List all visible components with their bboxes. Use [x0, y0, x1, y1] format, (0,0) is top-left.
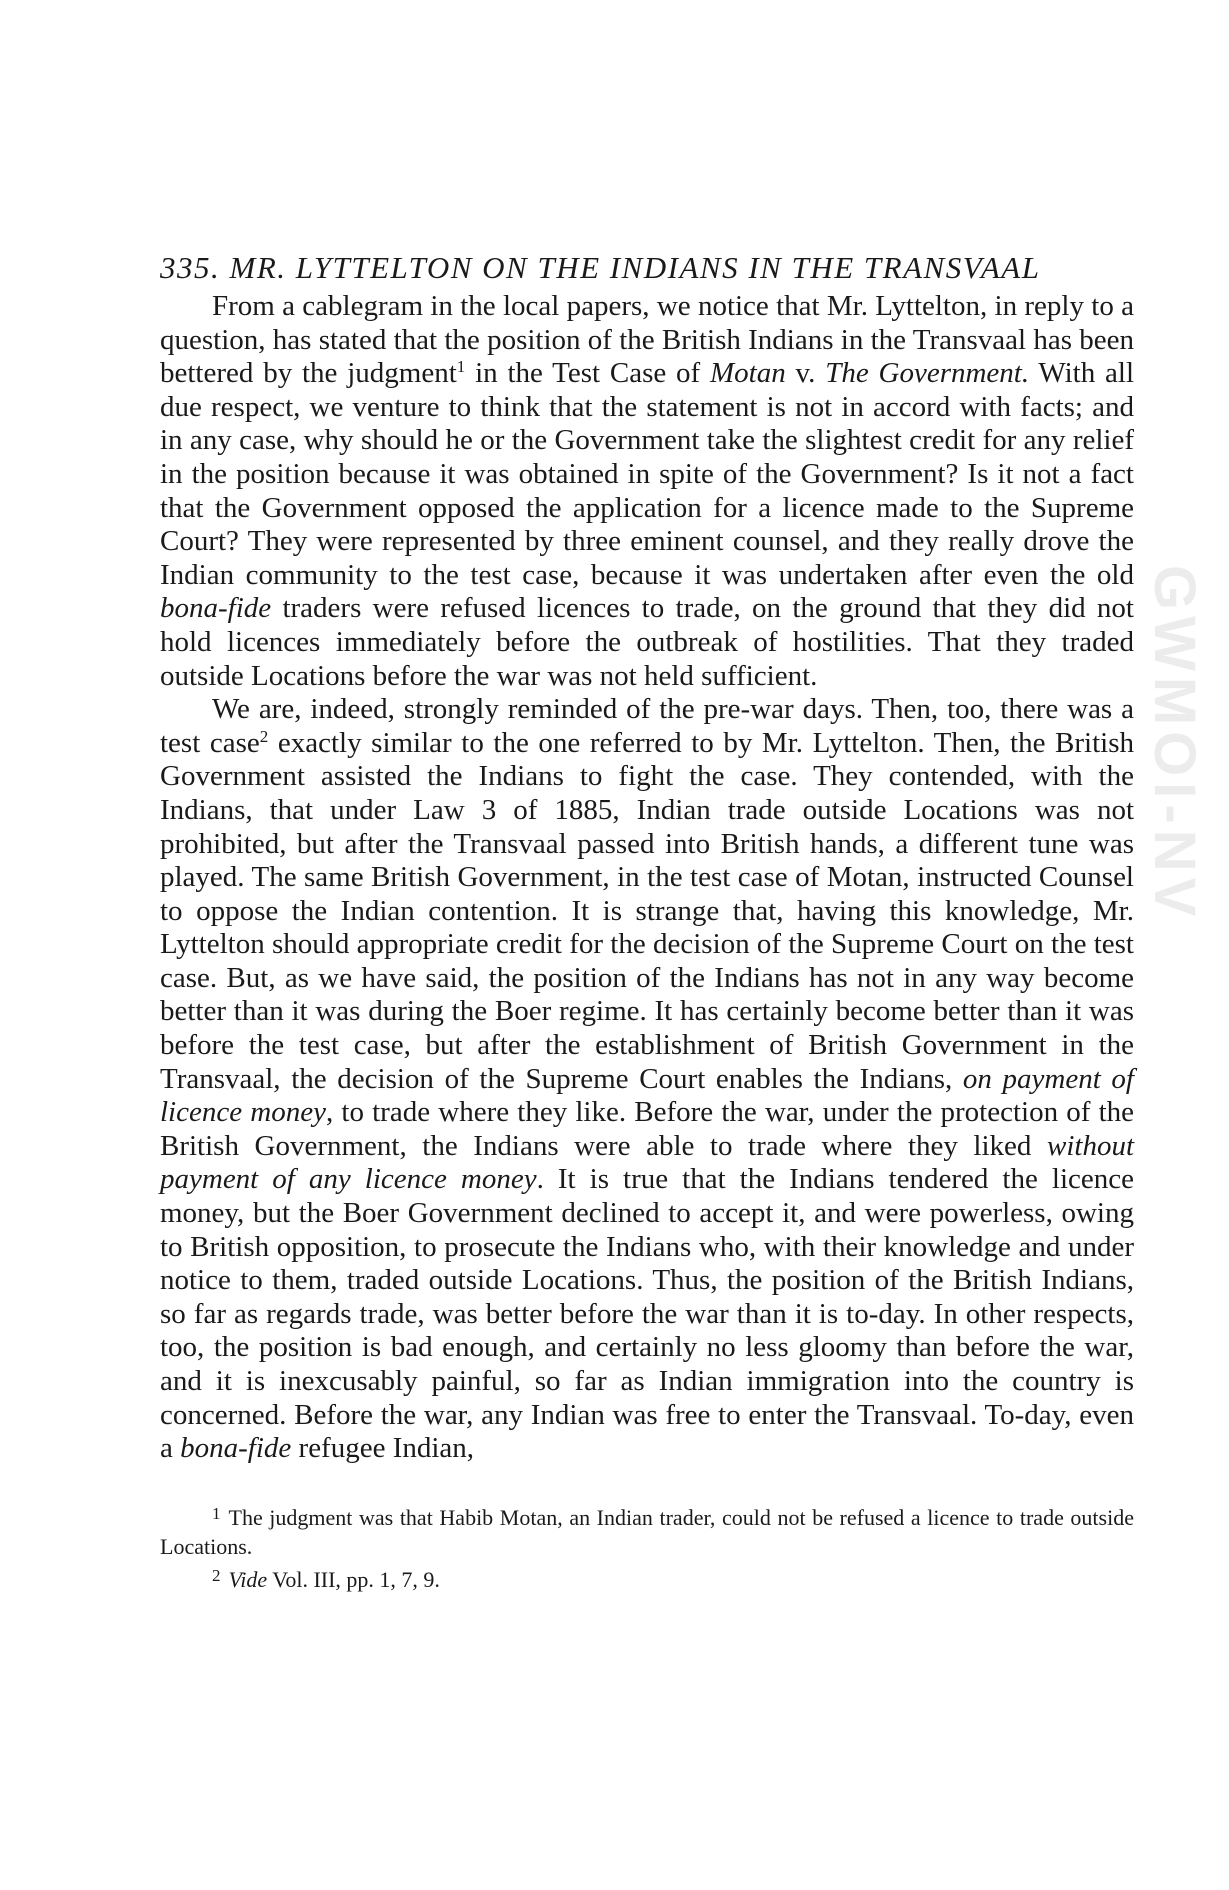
page-content — [160, 248, 1134, 1594]
paragraph-2-text-c: , to trade where they like. Before the war, under the protection of the British Government, the Indians were able to trade where they liked — [160, 1096, 1134, 1162]
footnote-1-text: The judgment was that Habib Motan, an Indian trader, could not be refused a licence to trade outside Locations. — [160, 1504, 1134, 1559]
footnote-2-text: Vol. III, pp. 1, 7, 9. — [267, 1566, 440, 1592]
footnote-1-number: 1 — [212, 1503, 221, 1523]
paragraph-1-text-b: in the Test Case of — [465, 357, 710, 390]
paragraph-2-text-e: refugee Indian, — [291, 1432, 475, 1465]
emphasis-without-payment: without payment of any licence money — [160, 1129, 1134, 1196]
versus-text: v. — [785, 357, 826, 390]
watermark: GWMOI-NV — [1142, 565, 1207, 923]
paragraph-1-text-a: From a cablegram in the local papers, we notice that Mr. Lyttelton, in reply to a question, has stated that the position of the British Indians in the Transvaal has been bettered by the judgment — [160, 290, 1134, 390]
paragraph-2-text-a: We are, indeed, strongly reminded of the pre-war days. Then, too, there was a test case — [160, 693, 1134, 759]
paragraph-1-text-c: With all due respect, we venture to think that the statement is not in accord with facts; and in any case, why should he or the Government take the slightest credit for any relief in the position because it was obtained in spite of the Government? Is it not a fact that the Government opposed the application for a licence made to the Supreme Court? They were represented by three eminent counsel, and they really drove the Indian community to the test case, because it was undertaken after even the old — [160, 357, 1135, 591]
paragraph-2-text-b: exactly similar to the one referred to by Mr. Lyttelton. Then, the British Government assisted the Indians to fight the case. They contended, with the Indians, that under Law 3 of 1885, Indian trade outside Locations was not prohibited, but after the Transvaal passed into British hands, a different tune was played. The same British Government, in the test case of Motan, instructed Counsel to oppose the Indian contention. It is strange that, having this knowledge, Mr. Lyttelton should appropriate credit for the decision of the Supreme Court on the test case. But, as we have said, the position of the Indians has not in any way become better than it was during the Boer regime. It has certainly become better than it was before the test case, but after the establishment of British Government in the Transvaal, the decision of the Supreme Court enables the Indians, — [160, 726, 1135, 1095]
paragraph-1 — [160, 290, 1134, 693]
footnote-2 — [160, 1561, 1134, 1594]
bona-fide-term: bona-fide — [160, 592, 272, 625]
case-name-government: The Government. — [825, 357, 1030, 390]
footnote-2-vide: Vide — [228, 1566, 268, 1592]
bona-fide-term-2: bona-fide — [180, 1432, 292, 1465]
paragraph-1-text-d: traders were refused licences to trade, on the ground that they did not hold licences immediately before the outbreak of hostilities. That they traded outside Locations before the war was not held sufficient. — [160, 592, 1134, 692]
paragraph-2-text-d: . It is true that the Indians tendered the licence money, but the Boer Government declined to accept it, and were powerless, owing to British opposition, to prosecute the Indians who, with their knowledge and under notice to them, traded outside Locations. Thus, the position of the British Indians, so far as regards trade, was better before the war than it is to-day. In other respects, too, the position is bad enough, and certainly no less gloomy than before the war, and it is inexcusably painful, so far as Indian immigration into the country is concerned. Before the war, any Indian was free to enter the Transvaal. To-day, even a — [160, 1163, 1134, 1465]
footnote-ref-2: 2 — [259, 726, 269, 746]
footnote-ref-1: 1 — [456, 357, 466, 377]
case-name-motan: Motan — [710, 357, 786, 390]
footnote-1 — [160, 1499, 1134, 1561]
article-title: 335. MR. LYTTELTON ON THE INDIANS IN THE TRANSVAAL — [160, 250, 1041, 285]
footnote-2-number: 2 — [212, 1565, 221, 1585]
emphasis-licence-money: on payment of licence money — [160, 1062, 1134, 1129]
footnotes — [160, 1499, 1134, 1594]
paragraph-2 — [160, 693, 1134, 1466]
